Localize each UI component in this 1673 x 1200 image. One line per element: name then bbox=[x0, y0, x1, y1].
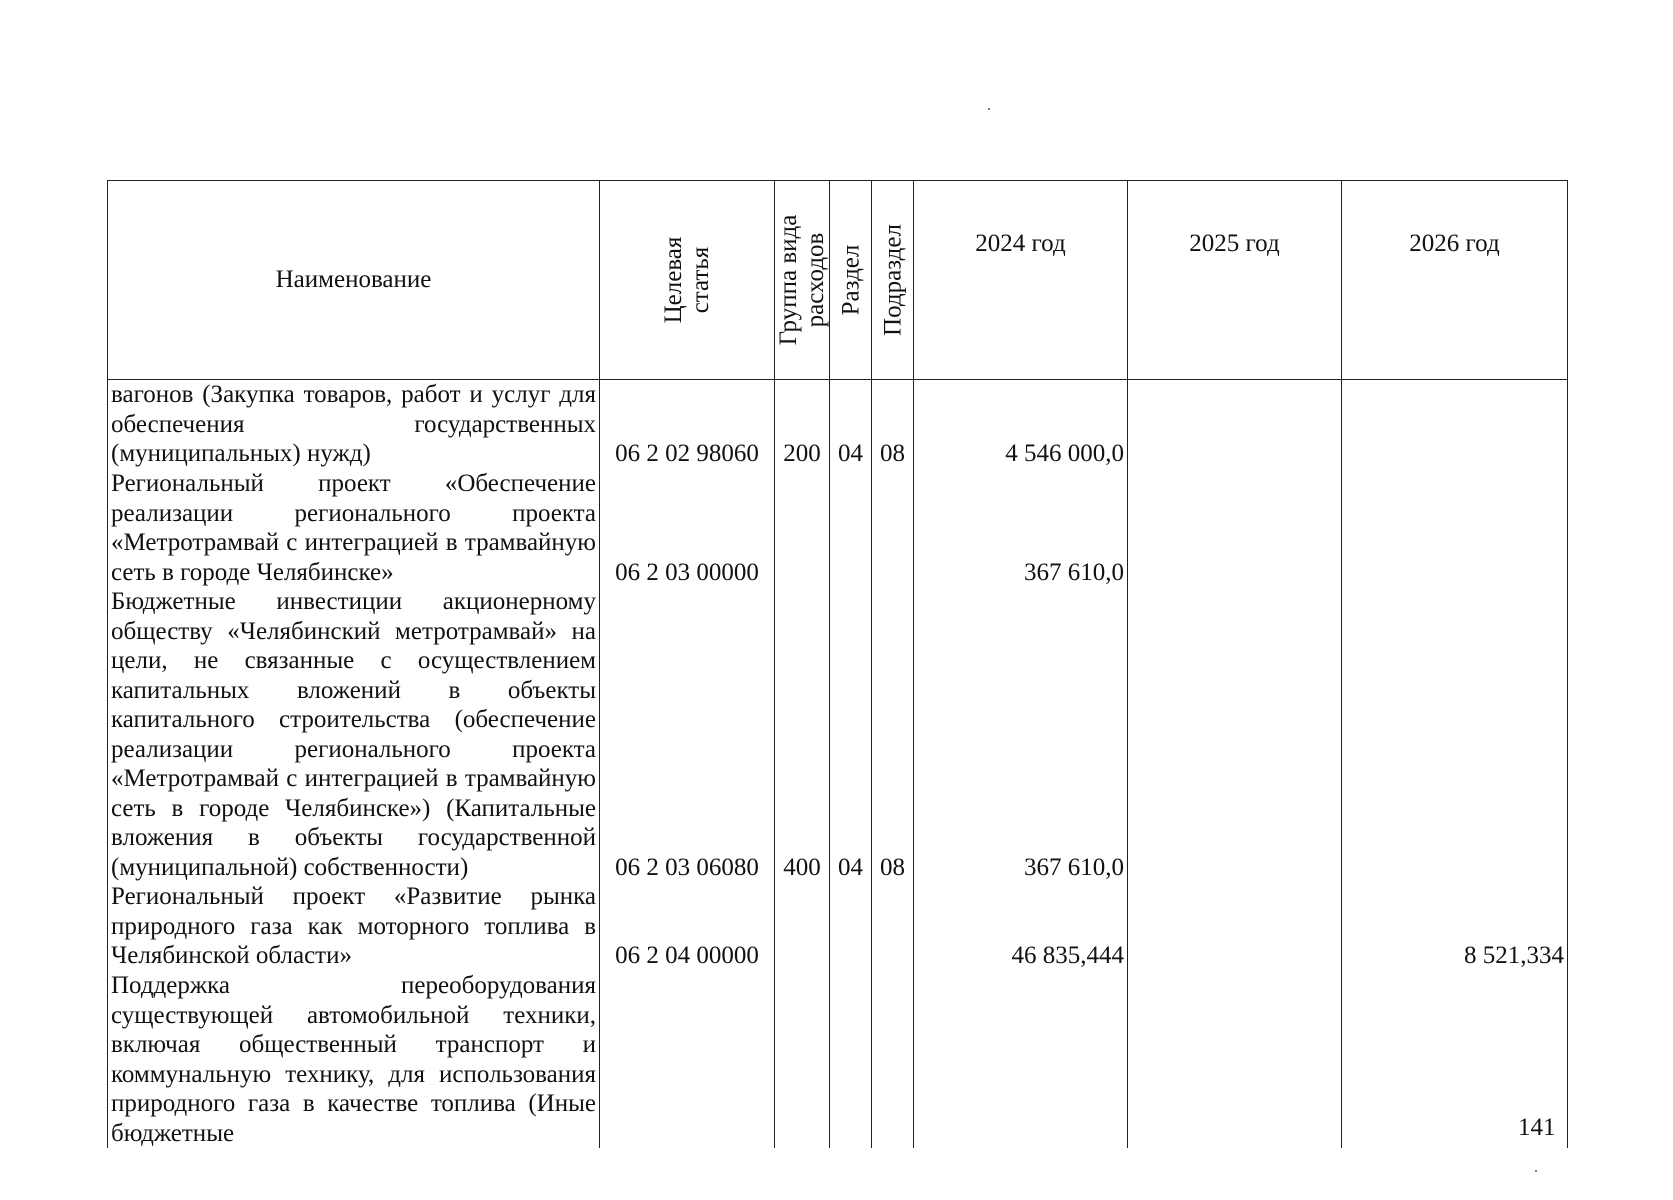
header-subsection-label: Подраздел bbox=[879, 224, 906, 336]
row-amount-2026 bbox=[1342, 469, 1568, 587]
row-name: Поддержка переоборудования существующей автомобильной техники, включая общественный транспорт и коммунальную технику, для использования природного газа в качестве топлива (Иные бюджетные bbox=[108, 971, 600, 1148]
row-subsection: 08 bbox=[872, 380, 914, 470]
table-row bbox=[108, 469, 1568, 587]
row-subsection bbox=[872, 469, 914, 587]
row-target-article bbox=[600, 971, 775, 1148]
header-target-article-label: Целевая статья bbox=[660, 236, 714, 324]
header-subsection bbox=[872, 181, 914, 380]
row-amount-2026: 8 521,334 bbox=[1342, 882, 1568, 971]
budget-table bbox=[107, 180, 1568, 1148]
header-expense-group bbox=[775, 181, 830, 380]
row-amount-2024 bbox=[914, 971, 1128, 1148]
header-section-label: Раздел bbox=[837, 244, 864, 316]
row-name: Бюджетные инвестиции акционерному обществу «Челябинский метротрамвай» на цели, не связанные с осуществлением капитальных вложений в объекты капитального строительства (обеспечение реализации регионального проекта «Метротрамвай с интеграцией в трамвайную сеть в городе Челябинске») (Капитальные вложения в объекты государственной (муниципальной) собственности) bbox=[108, 587, 600, 882]
header-year-2025: 2025 год bbox=[1128, 181, 1342, 380]
scan-speck bbox=[988, 108, 990, 110]
row-section bbox=[830, 971, 872, 1148]
row-target-article: 06 2 03 06080 bbox=[600, 587, 775, 882]
header-section bbox=[830, 181, 872, 380]
row-expense-group: 200 bbox=[775, 380, 830, 470]
row-target-article: 06 2 03 00000 bbox=[600, 469, 775, 587]
row-name: вагонов (Закупка товаров, работ и услуг для обеспечения государственных (муниципальных) нужд) bbox=[108, 380, 600, 470]
row-amount-2025 bbox=[1128, 587, 1342, 882]
header-year-2024: 2024 год bbox=[914, 181, 1128, 380]
row-subsection bbox=[872, 971, 914, 1148]
row-amount-2025 bbox=[1128, 380, 1342, 470]
row-amount-2026 bbox=[1342, 587, 1568, 882]
table-row bbox=[108, 971, 1568, 1148]
row-amount-2024: 367 610,0 bbox=[914, 587, 1128, 882]
row-expense-group bbox=[775, 882, 830, 971]
table-row bbox=[108, 882, 1568, 971]
row-expense-group bbox=[775, 971, 830, 1148]
row-target-article: 06 2 04 00000 bbox=[600, 882, 775, 971]
header-target-article bbox=[600, 181, 775, 380]
header-name: Наименование bbox=[108, 181, 600, 380]
table-row bbox=[108, 587, 1568, 882]
table-header-row bbox=[108, 181, 1568, 380]
row-target-article: 06 2 02 98060 bbox=[600, 380, 775, 470]
row-amount-2025 bbox=[1128, 882, 1342, 971]
scan-speck bbox=[1535, 1170, 1537, 1172]
row-amount-2024: 367 610,0 bbox=[914, 469, 1128, 587]
header-expense-group-label: Группа вида расходов bbox=[775, 214, 829, 346]
row-expense-group bbox=[775, 469, 830, 587]
page-number: 141 bbox=[1518, 1114, 1556, 1141]
row-amount-2024: 46 835,444 bbox=[914, 882, 1128, 971]
row-expense-group: 400 bbox=[775, 587, 830, 882]
header-year-2026: 2026 год bbox=[1342, 181, 1568, 380]
row-name: Региональный проект «Развитие рынка природного газа как моторного топлива в Челябинской области» bbox=[108, 882, 600, 971]
row-subsection bbox=[872, 882, 914, 971]
row-subsection: 08 bbox=[872, 587, 914, 882]
table-row bbox=[108, 380, 1568, 470]
row-section bbox=[830, 469, 872, 587]
row-section: 04 bbox=[830, 587, 872, 882]
row-amount-2025 bbox=[1128, 971, 1342, 1148]
row-amount-2025 bbox=[1128, 469, 1342, 587]
row-amount-2026 bbox=[1342, 380, 1568, 470]
row-section bbox=[830, 882, 872, 971]
row-amount-2024: 4 546 000,0 bbox=[914, 380, 1128, 470]
row-name: Региональный проект «Обеспечение реализации регионального проекта «Метротрамвай с интеграцией в трамвайную сеть в городе Челябинске» bbox=[108, 469, 600, 587]
row-section: 04 bbox=[830, 380, 872, 470]
